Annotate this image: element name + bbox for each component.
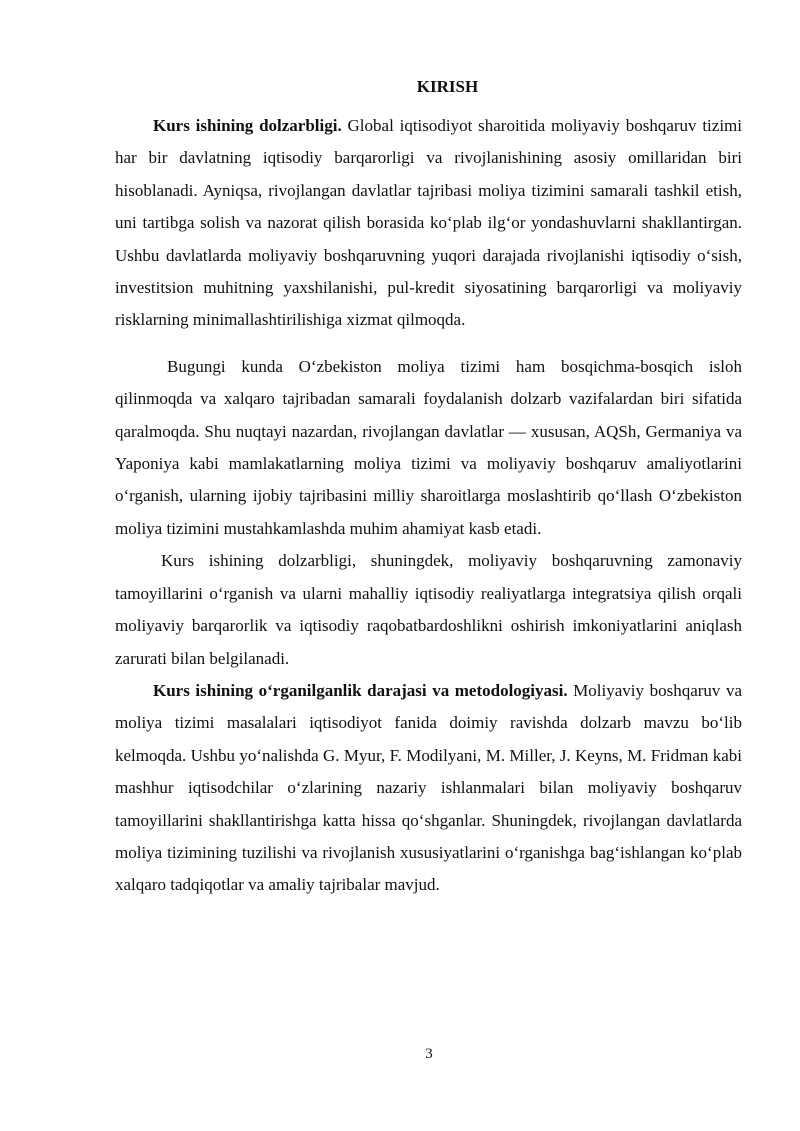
paragraph-text: Moliyaviy boshqaruv va moliya tizimi masalalari iqtisodiyot fanida doimiy ravishda dolzarb mavzu bo‘lib kelmoqda. Ushbu yo‘nalishda G. Myur, F. Modilyani, M. Miller, J. Keyns, M. Fridman kabi mashhur iqtisodchilar o‘zlarining nazariy ishlanmalari bilan moliyaviy boshqaruv tamoyillarini shakllantirishga katta hissa qo‘shganlar. Shuningdek, rivojlangan davlatlarda moliya tizimining tuzilishi va rivojlanish xususiyatlarini o‘rganishga bag‘ishlangan ko‘plab xalqaro tadqiqotlar va amaliy tajribalar mavjud. (115, 680, 743, 895)
document-page (115, 72, 742, 902)
paragraph-methodology (115, 675, 742, 902)
paragraph-relevance (115, 110, 742, 337)
section-heading: KIRISH (416, 77, 479, 96)
paragraph-uzbekistan (115, 351, 742, 545)
paragraph-text: Kurs ishining dolzarbligi, shuningdek, moliyaviy boshqaruvning zamonaviy tamoyillarini o‘rganish va ularni mahalliy iqtisodiy realiyatlarga integratsiya qilish orqali moliyaviy barqarorlik va iqtisodiy raqobatbardoshlikni oshirish imkoniyatlarini aniqlash zarurati bilan belgilanadi. (115, 551, 742, 668)
paragraph-relevance-continued (115, 545, 742, 675)
paragraph-text: Bugungi kunda O‘zbekiston moliya tizimi ham bosqichma-bosqich isloh qilinmoqda va xalqaro tajribadan samarali foydalanish dolzarb vazifalardan biri sifatida qaralmoqda. Shu nuqtayi nazardan, rivojlangan davlatlar — xususan, AQSh, Germaniya va Yaponiya kabi mamlakatlarning moliya tizimi va moliyaviy boshqaruv amaliyotlarini o‘rganish, ularning ijobiy tajribasini milliy sharoitlarga moslashtirib qo‘llash O‘zbekiston moliya tizimini mustahkamlashda muhim ahamiyat kasb etadi. (115, 356, 742, 538)
paragraph-text: Global iqtisodiyot sharoitida moliyaviy boshqaruv tizimi har bir davlatning iqtisodiy barqarorligi va rivojlanishining asosiy omillaridan biri hisoblanadi. Ayniqsa, rivojlangan davlatlar tajribasi moliya tizimini samarali tashkil etish, uni tartibga solish va nazorat qilish borasida ko‘plab ilg‘or yondashuvlarni shakllantirgan. Ushbu davlatlarda moliyaviy boshqaruvning yuqori darajada rivojlanishi iqtisodiy o‘sish, investitsion muhitning yaxshilanishi, pul-kredit siyosatining barqarorligi va moliyaviy risklarning minimallashtirilishiga xizmat qilmoqda. (115, 116, 742, 330)
page-number: 3 (425, 1046, 433, 1062)
paragraph-lead: Kurs ishining dolzarbligi. (153, 116, 342, 135)
paragraph-lead: Kurs ishining o‘rganilganlik darajasi va metodologiyasi. (153, 680, 568, 700)
